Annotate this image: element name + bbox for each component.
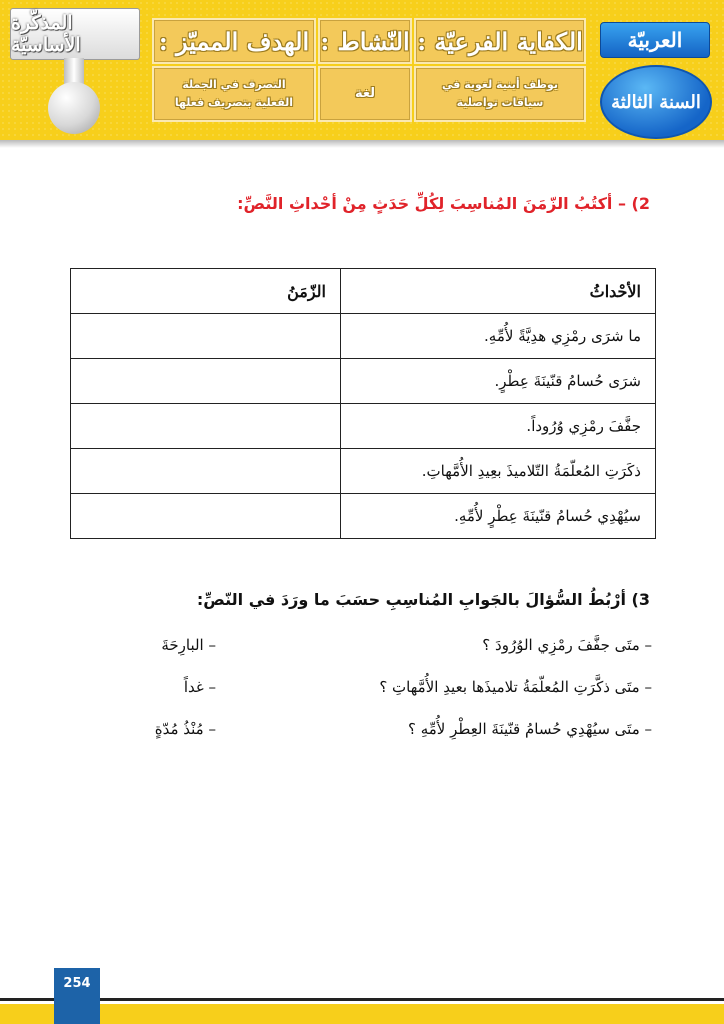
section2-title: 2) – أكتُبُ الزّمَنَ المُناسِبَ لِكُلِّ حَدَثٍ مِنْ أحْداثِ النَّصِّ: bbox=[237, 194, 650, 213]
goal-value: التصرف في الجملة الفعلية بتصريف فعلها bbox=[174, 78, 294, 109]
competency-label-cell bbox=[414, 18, 586, 64]
match-answer: – مُنْذُ مُدّةٍ bbox=[154, 720, 216, 738]
page-number: 254 bbox=[54, 968, 100, 1024]
events-table bbox=[70, 268, 656, 539]
table-row bbox=[71, 359, 656, 404]
table-row bbox=[71, 449, 656, 494]
tense-answer-cell[interactable] bbox=[71, 494, 341, 539]
event-cell: ما شرَى رمْزِي هدِيَّةً لأُمِّهِ. bbox=[341, 314, 656, 359]
table-row bbox=[71, 404, 656, 449]
grade-badge: السنة الثالثة bbox=[600, 65, 712, 139]
section3-title: 3) أرْبُطُ السُّؤالَ بالجَوابِ المُناسِبِ حسَبَ ما ورَدَ في النّصِّ: bbox=[196, 590, 650, 609]
table-row bbox=[71, 494, 656, 539]
event-cell: جفَّفَ رمْزِي وُرُوداً. bbox=[341, 404, 656, 449]
event-cell: سيُهْدِي حُسامُ قنّينَةَ عِطْرٍ لأُمِّهِ. bbox=[341, 494, 656, 539]
match-question: – متَى جفَّفَ رمْزِي الوُرُودَ ؟ bbox=[482, 636, 652, 654]
goal-label: الهدف المميّز : bbox=[158, 26, 310, 56]
column-header-tense: الزّمَنُ bbox=[71, 269, 341, 314]
tense-answer-cell[interactable] bbox=[71, 359, 341, 404]
match-question: – متَى سيُهْدِي حُسامُ قنّينَةَ العِطْرِ لأُمِّهِ ؟ bbox=[407, 720, 652, 738]
table-header-row bbox=[71, 269, 656, 314]
footer-rule bbox=[0, 998, 724, 1001]
match-question: – متَى ذكَّرَتِ المُعلّمَةُ تلاميذَها بعيدِ الأُمَّهاتِ ؟ bbox=[379, 678, 652, 696]
subject-tab: العربيّة bbox=[600, 22, 710, 58]
goal-value-cell bbox=[152, 66, 316, 122]
tense-answer-cell[interactable] bbox=[71, 314, 341, 359]
match-answer: – غداً bbox=[183, 678, 216, 696]
activity-value: لغة bbox=[354, 86, 376, 101]
tense-answer-cell[interactable] bbox=[71, 449, 341, 494]
competency-value: يوظف أبنية لغوية في سياقات تواصلية bbox=[442, 78, 558, 109]
table-row bbox=[71, 314, 656, 359]
competency-label: الكفاية الفرعيّة : bbox=[417, 26, 583, 56]
brand-pin-ball bbox=[48, 82, 100, 134]
event-cell: ذكَرَتِ المُعلّمَةُ التّلاميذَ بعِيدِ الأُمَّهاتِ. bbox=[341, 449, 656, 494]
header-shadow bbox=[0, 140, 724, 148]
activity-label-cell bbox=[318, 18, 412, 64]
event-cell: شرَى حُسامُ قنّينَةَ عِطْرٍ. bbox=[341, 359, 656, 404]
brand-title: المذكّرة الأساسيّة bbox=[10, 8, 140, 60]
column-header-events: الأحْداثُ bbox=[341, 269, 656, 314]
activity-label: النّشاط : bbox=[320, 26, 410, 56]
activity-value-cell bbox=[318, 66, 412, 122]
goal-label-cell bbox=[152, 18, 316, 64]
competency-value-cell bbox=[414, 66, 586, 122]
match-answer: – البارِحَةَ bbox=[161, 636, 216, 654]
footer-band bbox=[0, 1004, 724, 1024]
tense-answer-cell[interactable] bbox=[71, 404, 341, 449]
